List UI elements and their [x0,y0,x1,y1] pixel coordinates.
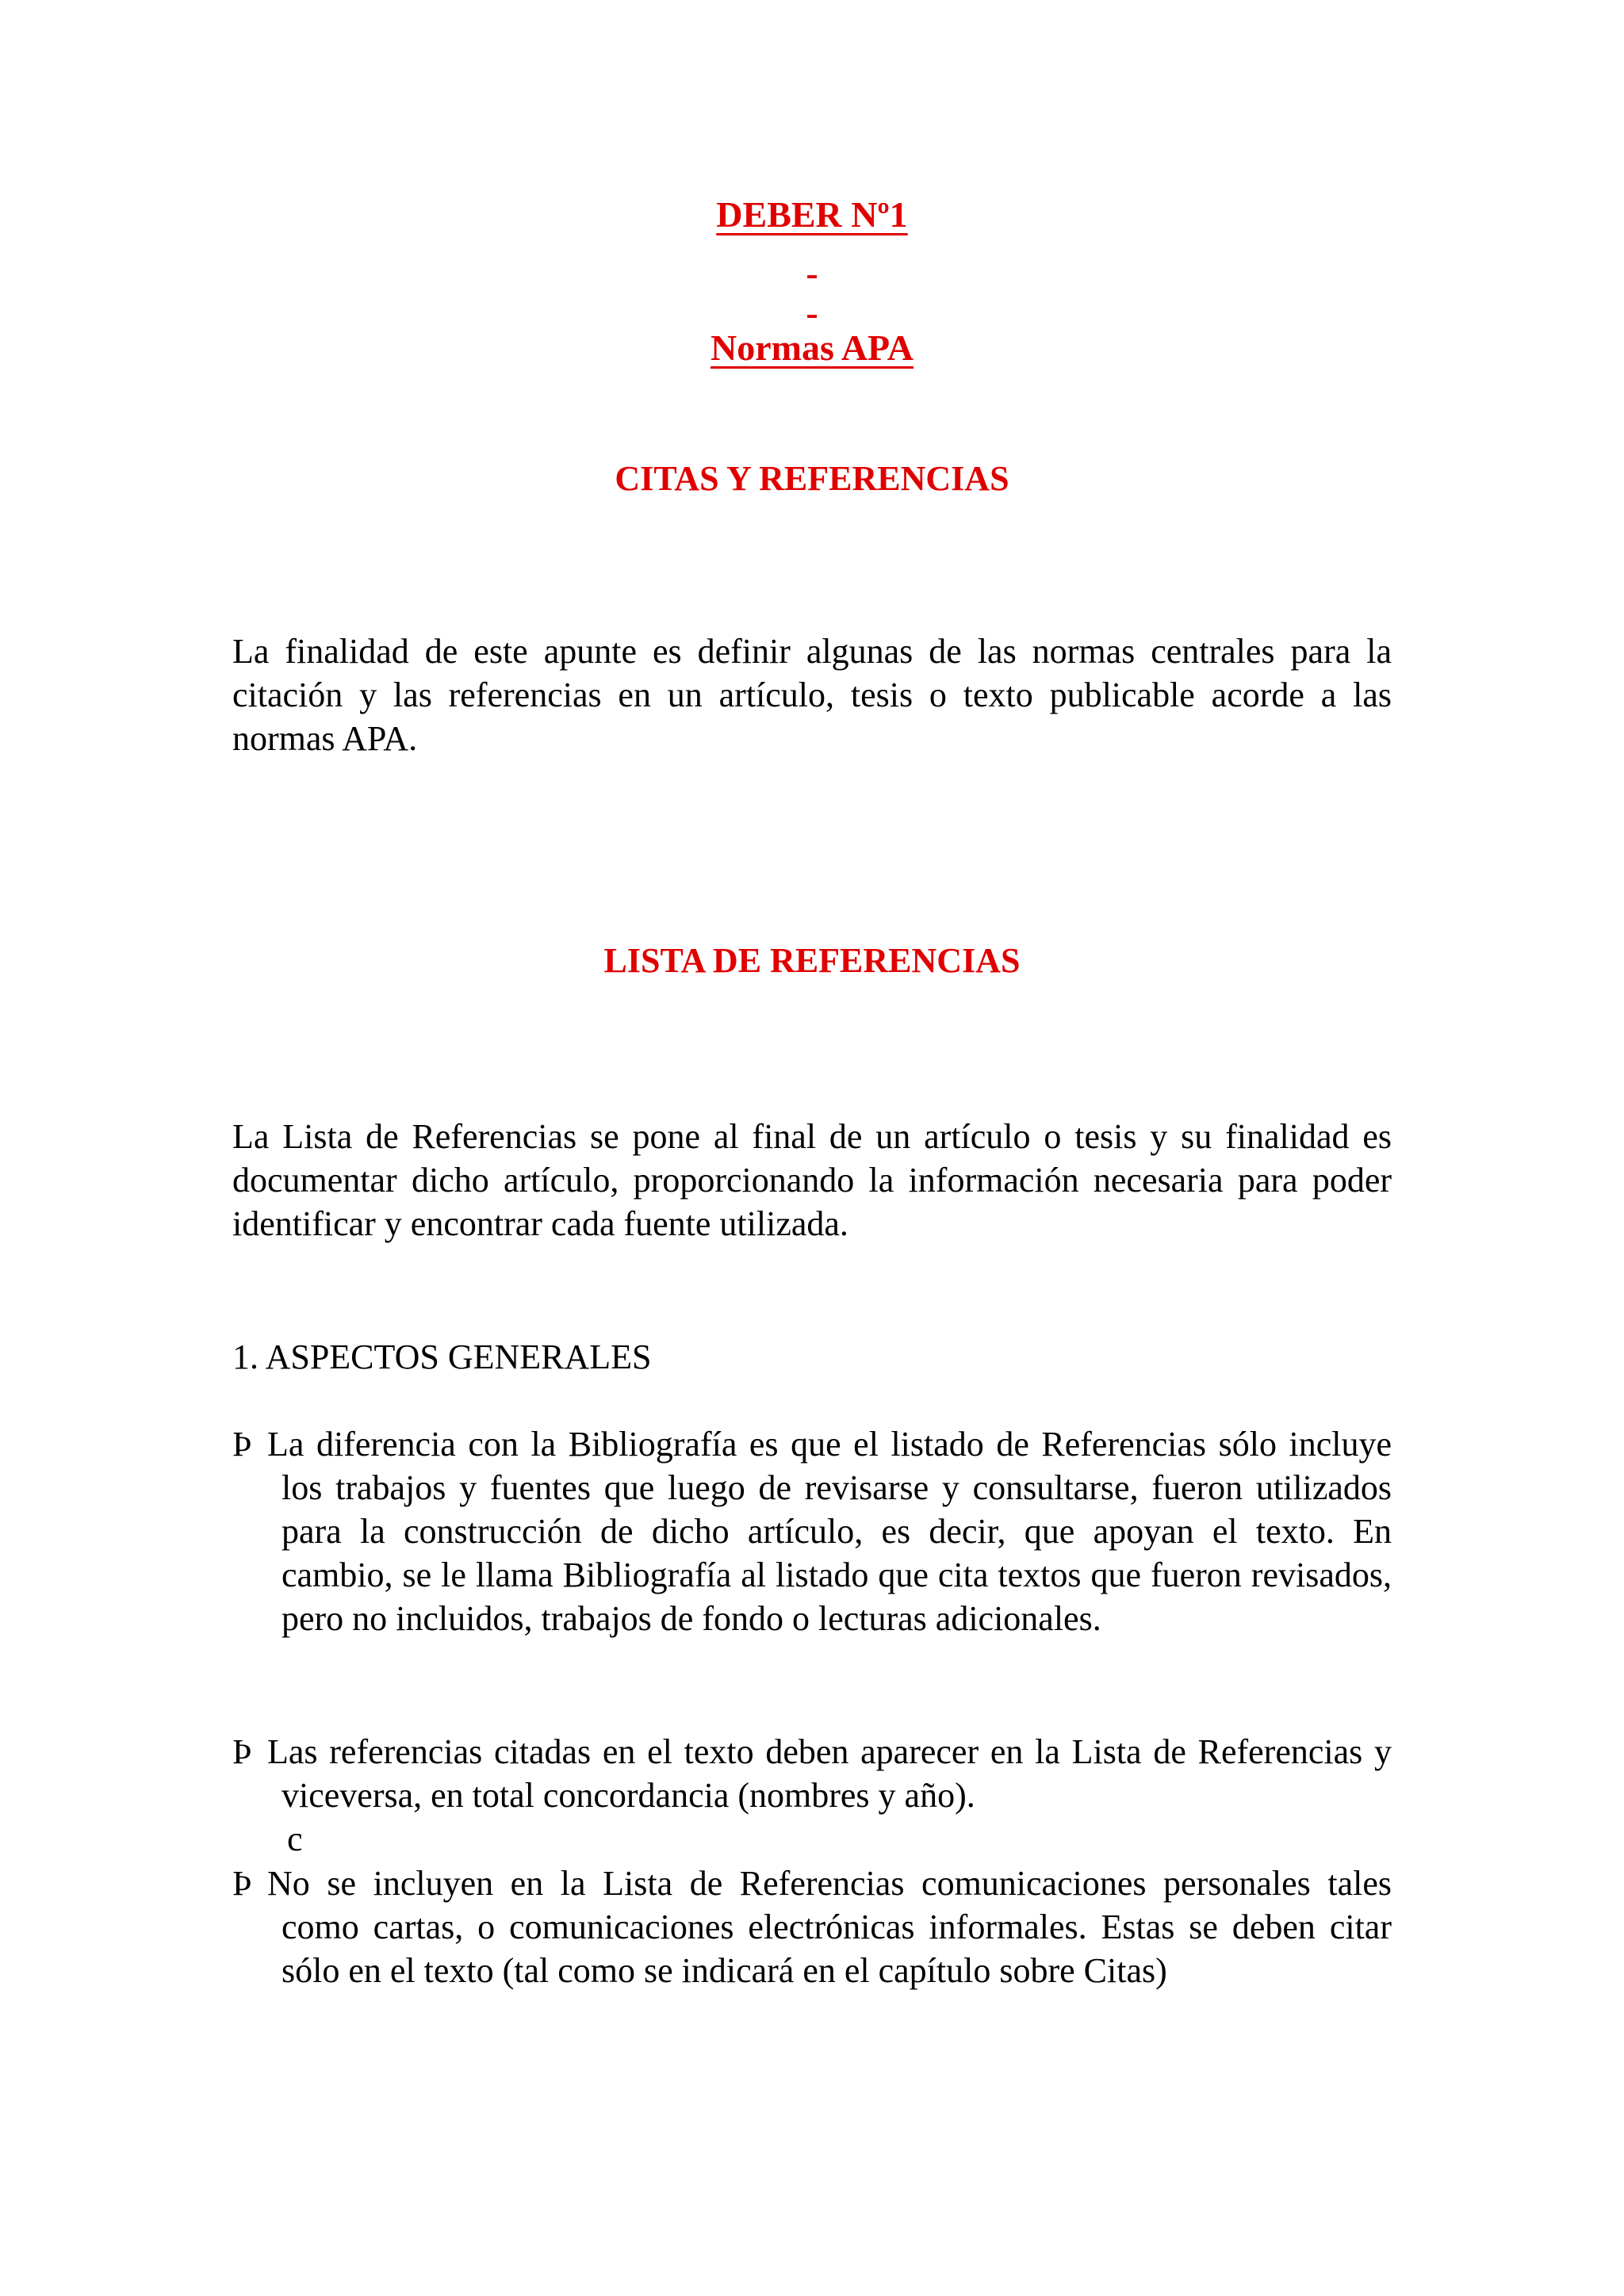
bullet-item-1 [232,1422,1392,1640]
title-dash-2: - [806,293,818,333]
bullet-symbol: Þ [232,1425,252,1464]
bullet-text: La diferencia con la Bibliografía es que el listado de Referencias sólo incluye los trabajos y fuentes que luego de revisarse y consultarse, fueron utilizados para la construcción de dicho artículo, es decir, que apoyan el texto. En cambio, se le llama Bibliografía al listado que cita textos que fueron revisados, pero no incluidos, trabajos de fondo o lecturas adicionales. [267,1425,1392,1638]
lista-paragraph: La Lista de Referencias se pone al final de un artículo o tesis y su finalidad es documentar dicho artículo, proporcionando la información necesaria para poder identificar y encontrar cada fuente utilizada. [232,1117,1392,1243]
heading-lista-referencias: LISTA DE REFERENCIAS [603,941,1021,980]
document-subtitle: Normas APA [710,327,914,368]
stray-character: c [287,1820,303,1858]
document-title: DEBER Nº1 [716,194,908,235]
bullet-symbol: Þ [232,1732,252,1771]
heading-citas-referencias: CITAS Y REFERENCIAS [615,459,1009,498]
title-dash-1: - [806,253,818,293]
intro-paragraph: La finalidad de este apunte es definir algunas de las normas centrales para la citación y las referencias en un artículo, tesis o texto publicable acorde a las normas APA. [232,632,1392,758]
heading-aspectos-generales: 1. ASPECTOS GENERALES [232,1337,652,1376]
bullet-item-3 [232,1862,1392,1992]
bullet-text: Las referencias citadas en el texto deben aparecer en la Lista de Referencias y viceversa, en total concordancia (nombres y año). [267,1732,1392,1815]
bullet-text: No se incluyen en la Lista de Referencias comunicaciones personales tales como cartas, o comunicaciones electrónicas informales. Estas se deben citar sólo en el texto (tal como se indicará en el capítulo sobre Citas) [267,1864,1392,1990]
bullet-symbol: Þ [232,1864,252,1903]
bullet-item-2 [232,1730,1392,1817]
